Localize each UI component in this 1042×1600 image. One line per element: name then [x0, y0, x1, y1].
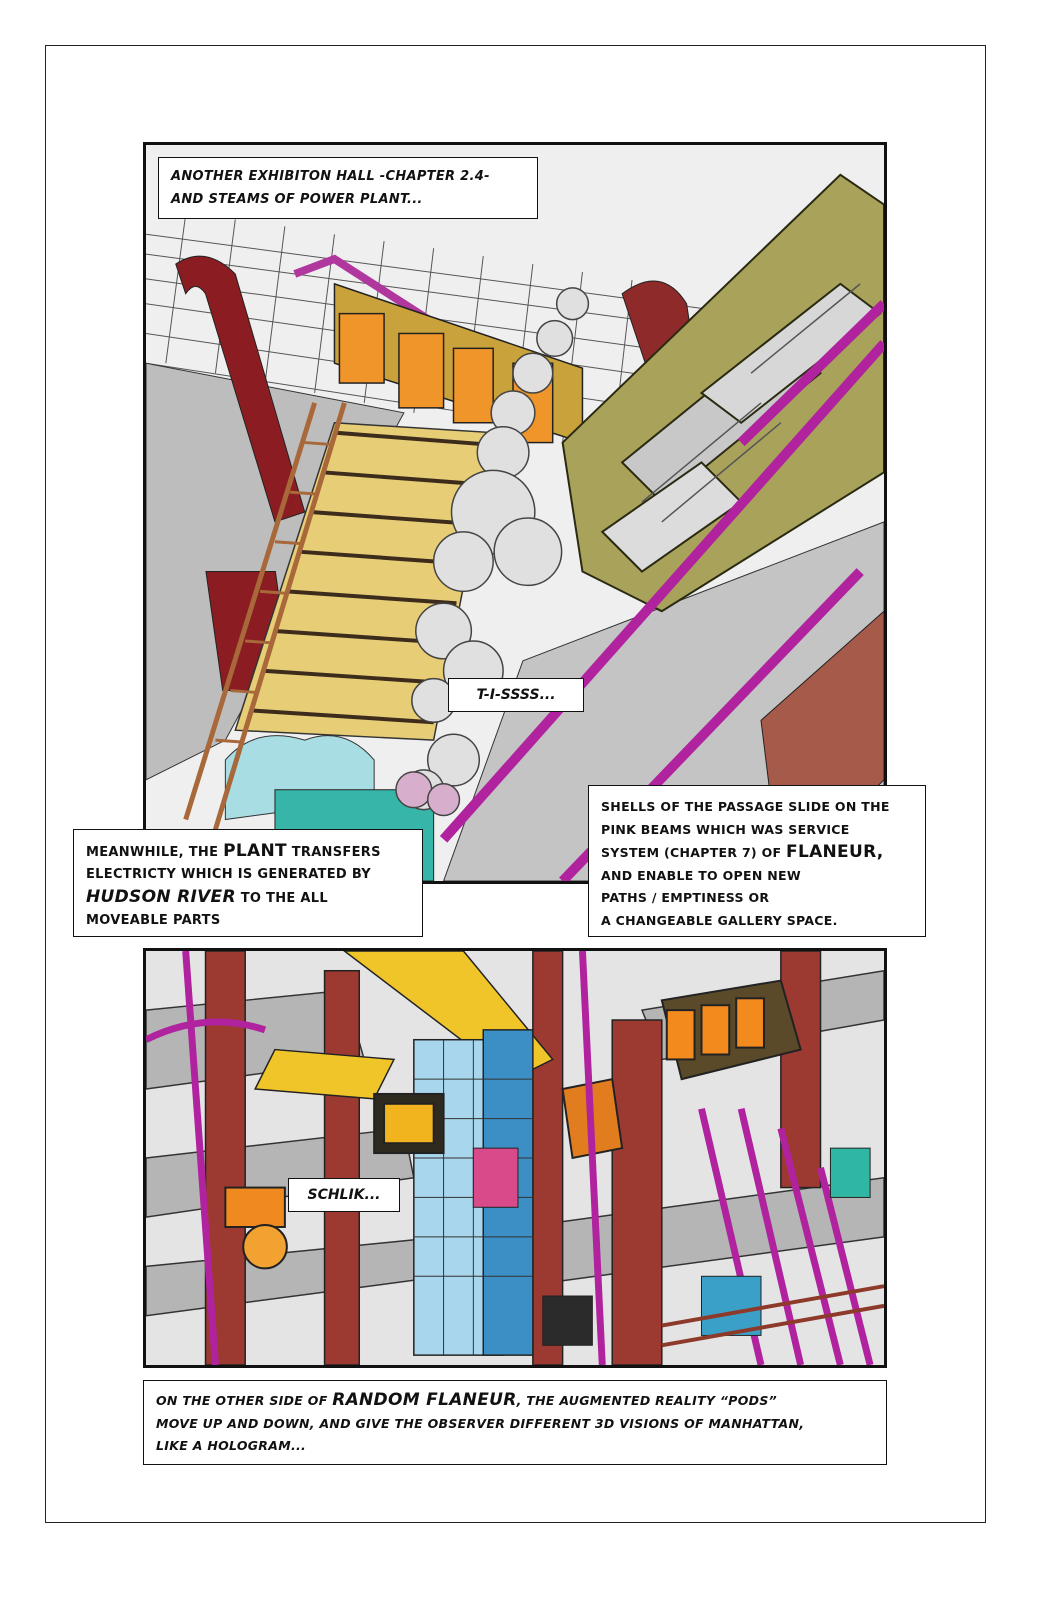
caption-emphasis: FLANEUR, [786, 842, 884, 862]
caption-line: ANOTHER EXHIBITON HALL -CHAPTER 2.4- [171, 169, 490, 184]
caption-line [86, 886, 410, 910]
caption-pods-hologram [143, 1380, 887, 1465]
caption-line [86, 840, 410, 864]
panel-top-illustration [143, 142, 887, 884]
exhibition-hall-illustration [146, 145, 884, 881]
caption-text: SYSTEM (CHAPTER 7) OF [601, 845, 787, 860]
caption-line: ELECTRICTY WHICH IS GENERATED BY [86, 867, 372, 882]
caption-line: AND STEAMS OF POWER PLANT... [171, 192, 423, 207]
caption-text: MEANWHILE, THE [86, 845, 224, 860]
caption-text: ON THE OTHER SIDE OF [156, 1393, 333, 1408]
caption-line: MOVE UP AND DOWN, AND GIVE THE OBSERVER DIFFERENT 3D VISIONS OF MANHATTAN, [156, 1415, 805, 1431]
panel-bottom-illustration [143, 948, 887, 1368]
caption-text: , THE AUGMENTED REALITY “PODS” [516, 1393, 777, 1408]
pods-hologram-illustration [146, 951, 884, 1365]
caption-line [601, 841, 913, 865]
caption-text: TO THE ALL [235, 891, 328, 906]
caption-line: PINK BEAMS WHICH WAS SERVICE [601, 821, 850, 837]
caption-line: AND ENABLE TO OPEN NEW [601, 867, 801, 883]
caption-emphasis: RANDOM FLANEUR [332, 1390, 517, 1410]
sfx-steam-hiss: T-I-SSSS... [448, 678, 584, 712]
caption-exhibition-hall [158, 157, 538, 219]
caption-plant-electricity [73, 829, 423, 937]
caption-line: A CHANGEABLE GALLERY SPACE. [601, 912, 838, 928]
caption-line [156, 1389, 874, 1413]
caption-line: MOVEABLE PARTS [86, 913, 221, 928]
caption-emphasis: PLANT [223, 841, 287, 861]
caption-line: PATHS / EMPTINESS OR [601, 890, 770, 905]
sfx-schlik: SCHLIK... [288, 1178, 400, 1212]
caption-emphasis: HUDSON RIVER [86, 887, 236, 907]
caption-text: TRANSFERS [286, 845, 381, 860]
caption-line: LIKE A HOLOGRAM... [156, 1438, 307, 1453]
caption-line: SHELLS OF THE PASSAGE SLIDE ON THE [601, 799, 890, 814]
caption-passage-shells [588, 785, 926, 937]
